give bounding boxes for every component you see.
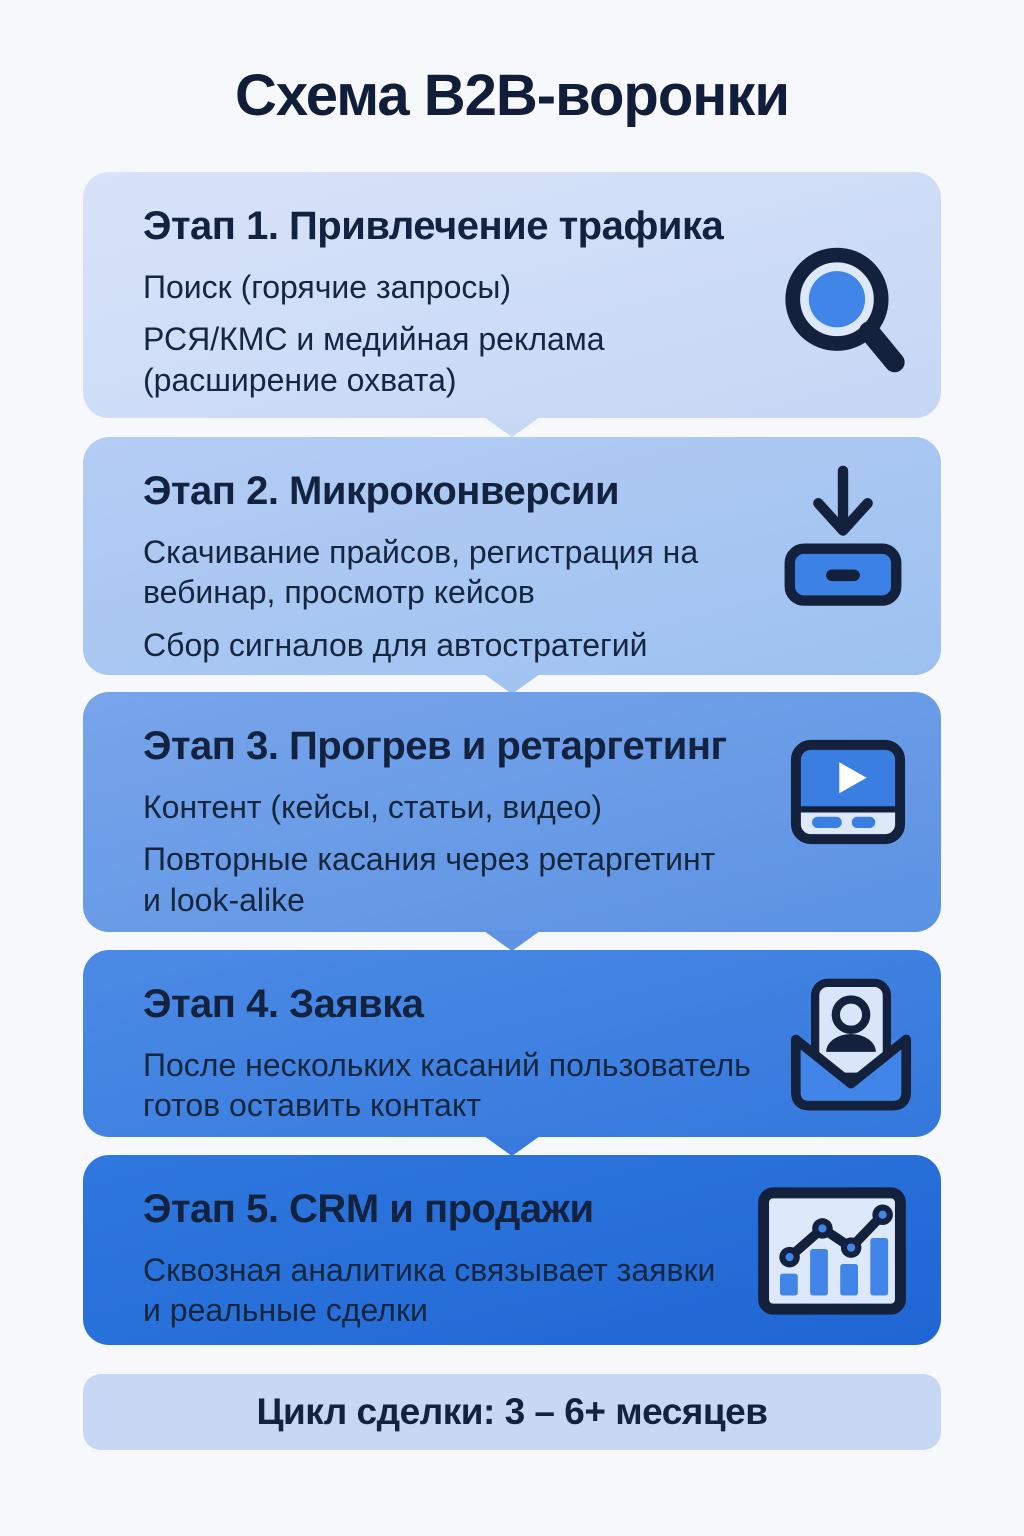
stage-1-line-1: Поиск (горячие запросы) — [143, 269, 512, 305]
stage-2-line-2: Сбор сигналов для автостратегий — [143, 626, 648, 663]
search-icon — [778, 243, 912, 382]
stage-3-line-2: Повторные касания через ретаргетинт и look-alike — [143, 841, 716, 918]
flow-arrow-3 — [484, 931, 540, 951]
stage-5-heading: Этап 5. CRM и продажи — [143, 1187, 594, 1231]
deal-cycle-label: Цикл сделки: 3 – 6+ месяцев — [256, 1391, 768, 1432]
stage-5-line-1: Сквозная аналитика связывает заявки и реальные сделки — [143, 1252, 716, 1329]
download-icon — [778, 463, 908, 616]
flow-arrow-2 — [484, 674, 540, 694]
flow-arrow-4 — [484, 1136, 540, 1156]
stage-3-line-1: Контент (кейсы, статьи, видео) — [143, 789, 603, 825]
stage-2-line-1: Скачивание прайсов, регистрация на вебинар, просмотр кейсов — [143, 534, 699, 611]
analytics-chart-icon — [756, 1186, 908, 1321]
stage-2-heading: Этап 2. Микроконверсии — [143, 469, 620, 513]
deal-cycle-bar — [83, 1374, 941, 1450]
page-title: Схема B2B-воронки — [235, 63, 789, 128]
stage-3-heading: Этап 3. Прогрев и ретаргетинг — [143, 724, 727, 768]
video-player-icon — [786, 730, 910, 859]
stage-4-heading: Этап 4. Заявка — [143, 982, 424, 1026]
envelope-contact-icon — [782, 976, 920, 1119]
flow-arrow-1 — [484, 417, 540, 437]
stage-4-line-1: После нескольких касаний пользователь готов оставить контакт — [143, 1047, 751, 1124]
stage-1-line-2: РСЯ/КМС и медийная реклама (расширение охвата) — [143, 321, 605, 398]
stage-1-heading: Этап 1. Привлечение трафика — [143, 204, 724, 248]
